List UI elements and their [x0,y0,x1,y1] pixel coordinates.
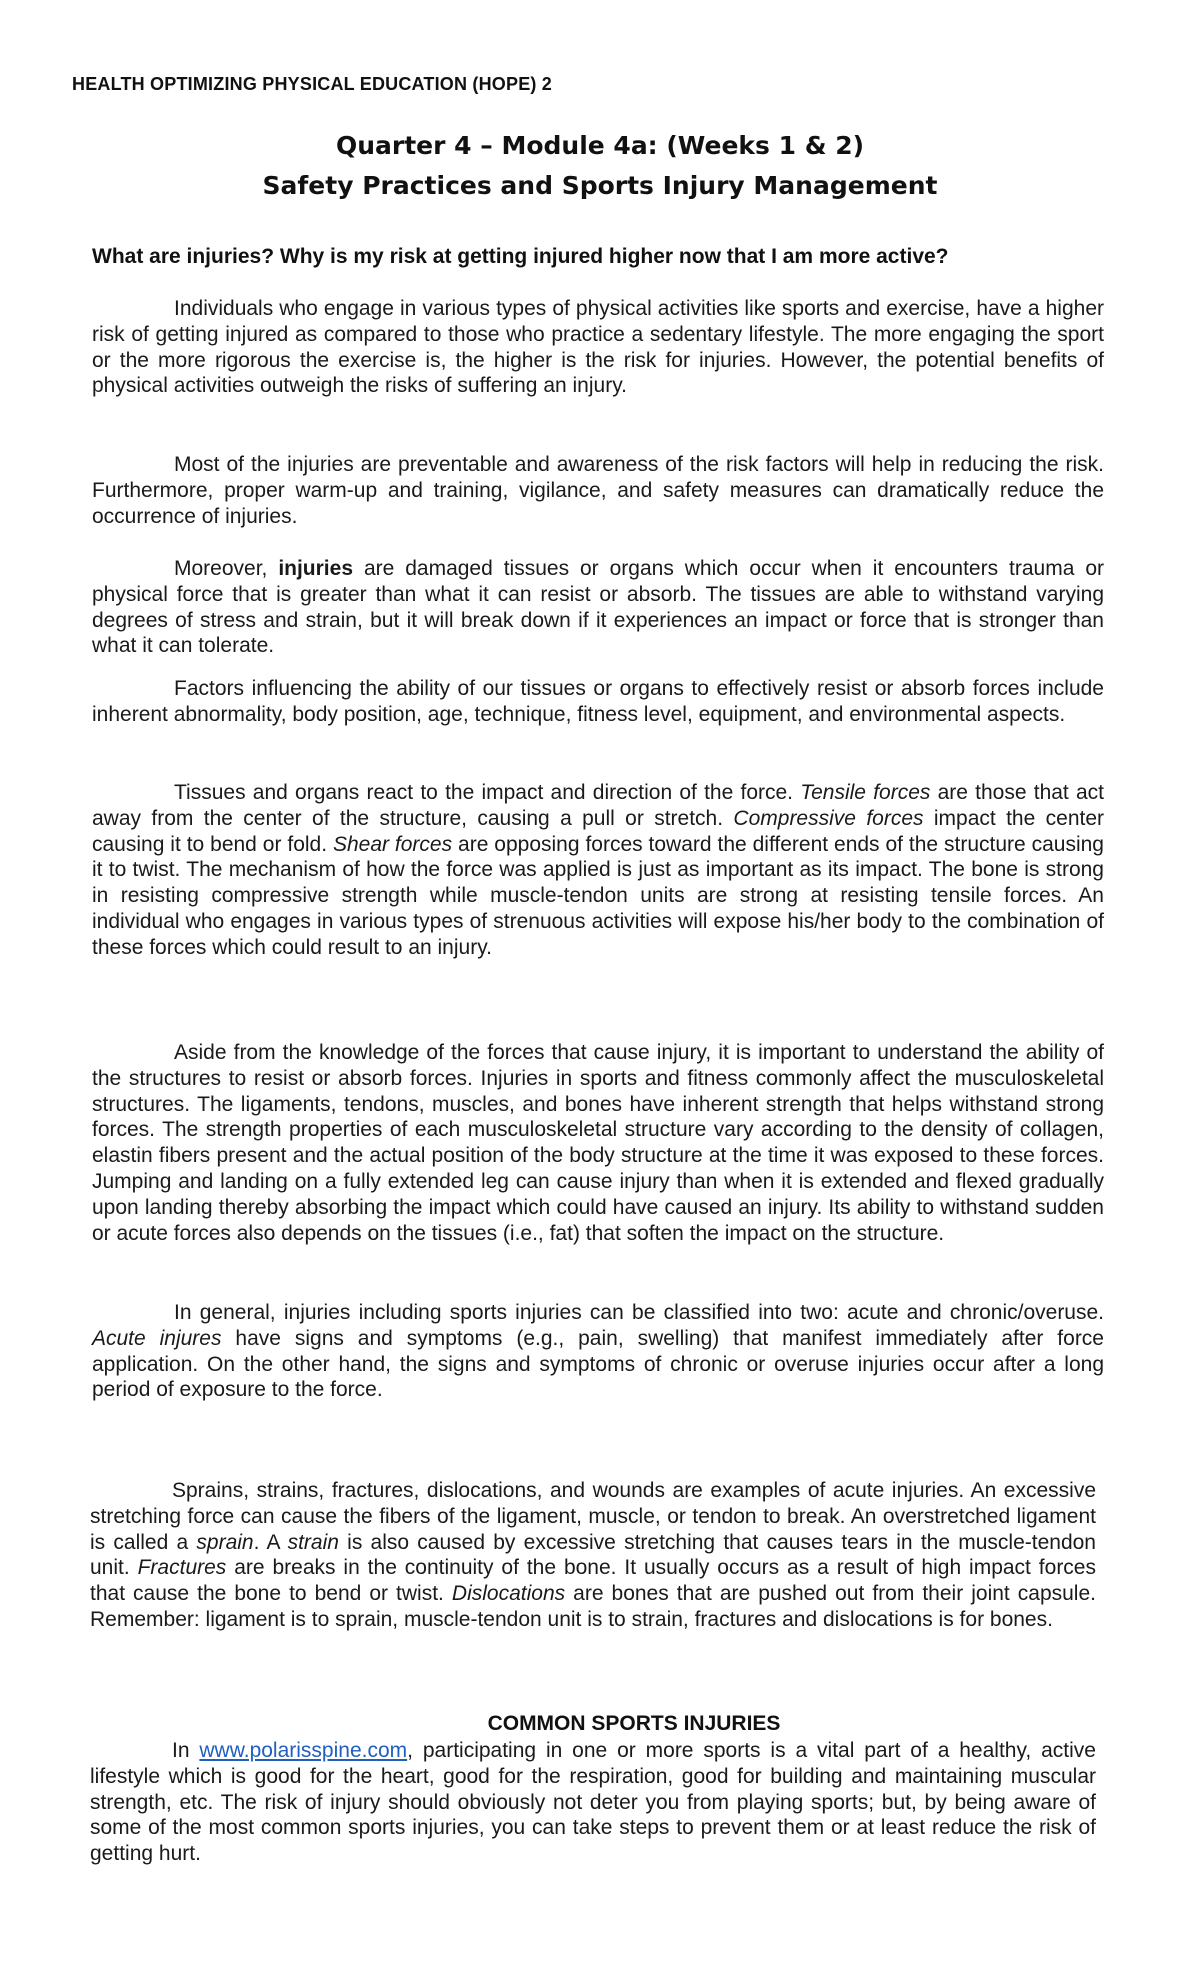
question-heading: What are injuries? Why is my risk at getting injured higher now that I am more active? [92,245,949,268]
paragraph-8-part-g: are breaks in the continuity of the bone. It usually occurs as a result of high impact forces that cause the bone to bend or twist. [90,1556,1096,1606]
paragraph-5 [92,780,1104,961]
paragraph-8-part-c: . A [253,1530,288,1554]
paragraph-3-part-c: are damaged tissues or organs which occur when it encounters trauma or physical force that is greater than what it can resist or absorb. The tissues are able to withstand varying degrees of stress and strain, but it will break down if it experiences an impact or force that is stronger than what it can tolerate. [92,557,1104,658]
paragraph-5-part-e: impact the center causing it to bend or fold. [92,806,1105,856]
paragraph-8-part-a: Sprains, strains, fractures, dislocations, and wounds are examples of acute injuries. An excessive stretching force can cause the fibers of the ligament, muscle, or tendon to break. An overstretched ligament is called a [90,1479,1096,1554]
paragraph-8-part-e: is also caused by excessive stretching that causes tears in the muscle-tendon unit. [90,1530,1096,1580]
paragraph-8-part-i: are bones that are pushed out from their joint capsule. Remember: ligament is to sprain, muscle-tendon unit is to strain, fractures and dislocations is for bones. [90,1582,1096,1631]
paragraph-3 [92,556,1104,659]
paragraph-3-part-a: Moreover, [174,557,279,580]
module-title-line-2: Safety Practices and Sports Injury Management [262,171,938,200]
section-intro-part-b: , participating in one or more sports is a vital part of a healthy, active lifestyle which is good for the heart, good for the respiration, good for building and maintaining muscular strength, etc. The risk of injury should obviously not deter you from playing sports; but, by being aware of some of the most common sports injuries, you can take steps to prevent them or at least reduce the risk of getting hurt. [90,1739,1096,1866]
paragraph-8 [90,1478,1096,1633]
term-sprain: sprain [196,1530,254,1554]
paragraph-5-part-g: are opposing forces toward the different ends of the structure causing it to twist. The mechanism of how the force was applied is just as important as its impact. The bone is strong in resisting compressive strength while muscle-tendon units are strong at resisting tensile forces. An individual who engages in various types of strenuous activities will expose his/her body to the combination of these forces which could result to an injury. [92,832,1104,959]
module-title [0,126,1200,206]
section-heading-common-sports-injuries: COMMON SPORTS INJURIES [487,1712,781,1735]
paragraph-7-part-c: have signs and symptoms (e.g., pain, swelling) that manifest immediately after force application. On the other hand, the signs and symptoms of chronic or overuse injuries occur after a long period of exposure to the force. [92,1326,1104,1402]
term-dislocations: Dislocations [451,1582,566,1606]
section-intro-paragraph [90,1738,1096,1867]
paragraph-4: Factors influencing the ability of our tissues or organs to effectively resist or absorb forces include inherent abnormality, body position, age, technique, fitness level, equipment, and environmental aspects. [92,677,1104,726]
paragraph-6: Aside from the knowledge of the forces that cause injury, it is important to understand the ability of the structures to resist or absorb forces. Injuries in sports and fitness commonly affect the musculoskeletal structures. The ligaments, tendons, muscles, and bones have inherent strength that helps withstand strong forces. The strength properties of each musculoskeletal structure vary according to the density of collagen, elastin fibers present and the actual position of the body structure at the time it was exposed to these forces. Jumping and landing on a fully extended leg can cause injury than when it is extended and flexed gradually upon landing thereby absorbing the impact which could have caused an injury. Its ability to withstand sudden or acute forces also depends on the tissues (i.e., fat) that soften the impact on the structure. [92,1041,1104,1245]
term-tensile-forces: Tensile forces [800,781,931,804]
term-compressive-forces: Compressive forces [733,806,924,830]
term-injuries: injuries [278,557,354,580]
section-intro-part-a: In [172,1739,200,1762]
term-acute-injures: Acute injures [92,1326,222,1350]
paragraph-2: Most of the injuries are preventable and awareness of the risk factors will help in reducing the risk. Furthermore, proper warm-up and training, vigilance, and safety measures can dramatically reduce the occurrence of injuries. [92,453,1104,528]
term-fractures: Fractures [137,1556,227,1580]
term-strain: strain [287,1530,339,1554]
polarisspine-link[interactable]: www.polarisspine.com [199,1739,408,1762]
paragraph-7-part-a: In general, injuries including sports injuries can be classified into two: acute and chronic/overuse. [174,1301,1104,1324]
module-title-line-1: Quarter 4 – Module 4a: (Weeks 1 & 2) [335,131,865,160]
paragraph-5-part-c: are those that act away from the center of the structure, causing a pull or stretch. [92,781,1104,830]
course-header: HEALTH OPTIMIZING PHYSICAL EDUCATION (HOPE) 2 [72,74,553,94]
term-shear-forces: Shear forces [332,832,453,856]
paragraph-7 [92,1300,1104,1403]
paragraph-1: Individuals who engage in various types of physical activities like sports and exercise, have a higher risk of getting injured as compared to those who practice a sedentary lifestyle. The more engaging the sport or the more rigorous the exercise is, the higher is the risk for injuries. However, the potential benefits of physical activities outweigh the risks of suffering an injury. [92,297,1104,398]
paragraph-5-part-a: Tissues and organs react to the impact and direction of the force. [174,781,801,804]
